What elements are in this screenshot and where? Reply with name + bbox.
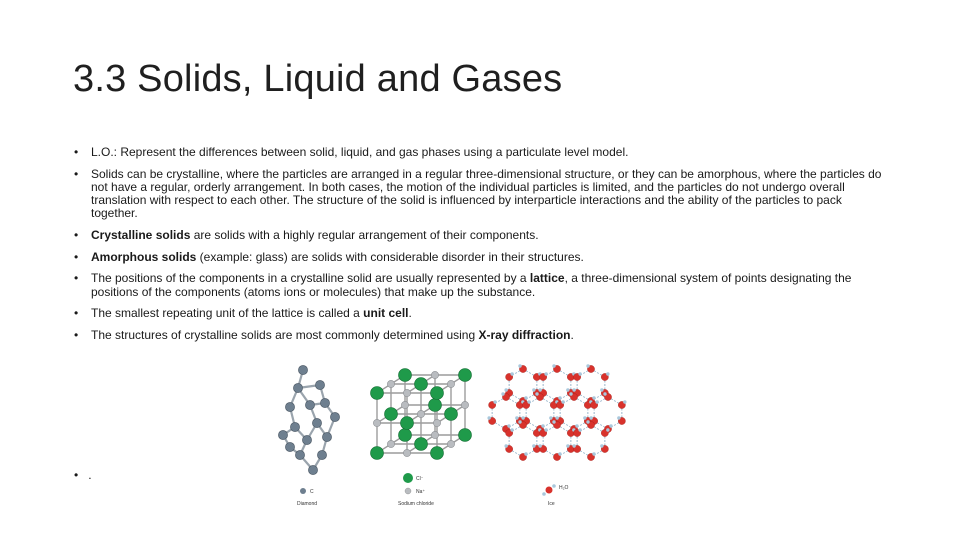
hydrogen-atom (515, 416, 518, 419)
chloride-ion (385, 408, 398, 421)
hydrogen-atom (501, 392, 504, 395)
hydrogen-atom (538, 444, 541, 447)
sodium-ion (433, 419, 440, 426)
carbon-atom (285, 402, 294, 411)
bullet-text: . (408, 306, 412, 321)
chloride-ion (415, 378, 428, 391)
diamond-caption: Diamond (297, 501, 318, 507)
hydrogen-atom (609, 424, 612, 427)
chloride-ion (459, 429, 472, 442)
crystal-structures-figure (265, 355, 640, 513)
bullet-text: Solids can be crystalline, where the particles are arranged in a regular three-dimensional structure, or they can be amorphous, where the particles do not have a regular, orderly arrangement. In both cases, the motion of the individual particles is limited, and the particles do not undergo overall translation with respect to each other. The structure of the solid is influenced by interparticle interactions and the ability of the particles to pack together. (91, 166, 882, 221)
chloride-ion (445, 408, 458, 421)
carbon-atom (298, 365, 307, 374)
carbon-atom (315, 380, 324, 389)
hydrogen-atom (606, 372, 609, 375)
hydrogen-atom (507, 424, 510, 427)
carbon-atom (285, 442, 294, 451)
hydrogen-atom (518, 420, 521, 423)
carbon-atom (302, 435, 311, 444)
chloride-ion (371, 387, 384, 400)
hydrogen-atom (586, 364, 589, 367)
nacl-structure (371, 369, 472, 460)
ice-legend-h1 (542, 492, 546, 496)
hydrogen-atom (524, 396, 527, 399)
bullet-text: are solids with a highly regular arrangement of their components. (190, 228, 539, 243)
bullet-term: lattice (529, 271, 565, 286)
sodium-ion (461, 401, 468, 408)
carbon-atom (305, 400, 314, 409)
chloride-ion (399, 369, 412, 382)
bullet-dot: • (74, 328, 79, 343)
bullet-item (73, 307, 888, 320)
hydrogen-atom (504, 388, 507, 391)
hydrogen-atom (487, 416, 490, 419)
hydrogen-atom (518, 364, 521, 367)
bullet-dot: • (74, 166, 79, 181)
bullet-dot: • (74, 468, 79, 482)
hydrogen-atom (532, 444, 535, 447)
hydrogen-atom (617, 416, 620, 419)
hydrogen-atom (592, 396, 595, 399)
hydrogen-atom (592, 452, 595, 455)
hydrogen-atom (575, 424, 578, 427)
nacl-caption: Sodium chloride (398, 501, 434, 507)
sodium-ion (401, 401, 408, 408)
hydrogen-atom (504, 444, 507, 447)
nacl-legend-na (405, 488, 411, 494)
bullet-item (73, 251, 888, 264)
bullet-dot: • (74, 228, 79, 243)
diamond-legend-atom (300, 488, 306, 494)
carbon-atom (320, 398, 329, 407)
sodium-ion (431, 371, 438, 378)
hydrogen-atom (549, 416, 552, 419)
bullet-term: Crystalline solids (91, 228, 191, 243)
hydrogen-atom (572, 388, 575, 391)
hydrogen-atom (527, 400, 530, 403)
slide-title: 3.3 Solids, Liquid and Gases (73, 58, 563, 100)
hydrogen-atom (510, 428, 513, 431)
carbon-atom (293, 383, 302, 392)
hydrogen-atom (552, 420, 555, 423)
chloride-ion (459, 369, 472, 382)
sodium-ion (373, 419, 380, 426)
diamond-legend-label: C (310, 489, 314, 495)
hydrogen-atom (569, 392, 572, 395)
bullet-dot: • (74, 145, 79, 159)
bullet-item (73, 229, 888, 242)
carbon-atom (322, 432, 331, 441)
bullet-term: Amorphous solids (91, 249, 197, 264)
bullet-text: (example: glass) are solids with considerable disorder in their structures. (196, 249, 584, 264)
carbon-atom (295, 450, 304, 459)
chloride-ion (431, 387, 444, 400)
bullet-item (73, 329, 888, 342)
nacl-legend-cl-label: Cl⁻ (416, 476, 424, 482)
carbon-atom (278, 430, 287, 439)
sodium-ion (403, 449, 410, 456)
bullet-text: The smallest repeating unit of the lattice is called a (91, 306, 364, 321)
carbon-atom (312, 418, 321, 427)
hydrogen-atom (493, 400, 496, 403)
bullet-dot: • (74, 271, 79, 286)
hydrogen-atom (532, 388, 535, 391)
bullet-list (73, 146, 888, 351)
last-bullet (74, 468, 92, 482)
bullet-term: X-ray diffraction (478, 328, 571, 343)
nacl-legend-cl (403, 473, 413, 483)
hydrogen-atom (572, 444, 575, 447)
bullet-item (73, 168, 888, 221)
hydrogen-atom (578, 372, 581, 375)
nacl-legend-na-label: Na⁺ (416, 489, 426, 495)
hydrogen-atom (586, 420, 589, 423)
bullet-dot: • (74, 306, 79, 321)
carbon-atom (290, 422, 299, 431)
hydrogen-atom (538, 388, 541, 391)
sodium-ion (447, 440, 454, 447)
hydrogen-atom (524, 452, 527, 455)
hydrogen-atom (510, 372, 513, 375)
hydrogen-atom (603, 392, 606, 395)
bullet-item (73, 146, 888, 159)
hydrogen-atom (578, 428, 581, 431)
hydrogen-atom (552, 364, 555, 367)
hydrogen-atom (521, 416, 524, 419)
ice-legend-oxygen (546, 487, 553, 494)
bullet-text: L.O.: Represent the differences between solid, liquid, and gas phases using a particulate level model. (91, 145, 629, 159)
hydrogen-atom (555, 416, 558, 419)
sodium-ion (387, 440, 394, 447)
hydrogen-atom (535, 392, 538, 395)
bullet-text: , a three-dimensional system of points designating the positions of the components (atoms ions or molecules) that make up the substance. (91, 271, 852, 299)
carbon-atom (330, 412, 339, 421)
bullet-text: The structures of crystalline solids are most commonly determined using (91, 328, 479, 343)
hydrogen-atom (600, 444, 603, 447)
hydrogen-atom (558, 396, 561, 399)
hydrogen-atom (544, 372, 547, 375)
carbon-atom (317, 450, 326, 459)
sodium-ion (431, 431, 438, 438)
hydrogen-atom (544, 428, 547, 431)
chloride-ion (371, 447, 384, 460)
ice-caption: Ice (548, 501, 555, 507)
bullet-term: unit cell (363, 306, 409, 321)
ice-legend-h2 (552, 484, 556, 488)
chloride-ion (431, 447, 444, 460)
last-bullet-text: . (88, 468, 92, 482)
sodium-ion (417, 410, 424, 417)
diamond-structure (278, 365, 339, 474)
hydrogen-atom (541, 424, 544, 427)
sodium-ion (403, 389, 410, 396)
chloride-ion (429, 399, 442, 412)
ice-legend-label: H₂O (559, 485, 569, 491)
sodium-ion (387, 380, 394, 387)
hydrogen-atom (583, 416, 586, 419)
hydrogen-atom (558, 452, 561, 455)
bullet-item (73, 272, 888, 298)
hydrogen-atom (595, 400, 598, 403)
chloride-ion (415, 438, 428, 451)
hydrogen-atom (566, 444, 569, 447)
bullet-text: . (570, 328, 574, 343)
hydrogen-atom (561, 400, 564, 403)
chloride-ion (401, 417, 414, 430)
hydrogen-atom (589, 416, 592, 419)
sodium-ion (447, 380, 454, 387)
carbon-atom (308, 465, 317, 474)
chloride-ion (399, 429, 412, 442)
hydrogen-atom (566, 388, 569, 391)
hydrogen-atom (623, 400, 626, 403)
ice-structure (487, 364, 626, 460)
bullet-text: The positions of the components in a crystalline solid are usually represented by a (91, 271, 530, 286)
hydrogen-atom (606, 428, 609, 431)
bullet-dot: • (74, 249, 79, 264)
hydrogen-atom (600, 388, 603, 391)
